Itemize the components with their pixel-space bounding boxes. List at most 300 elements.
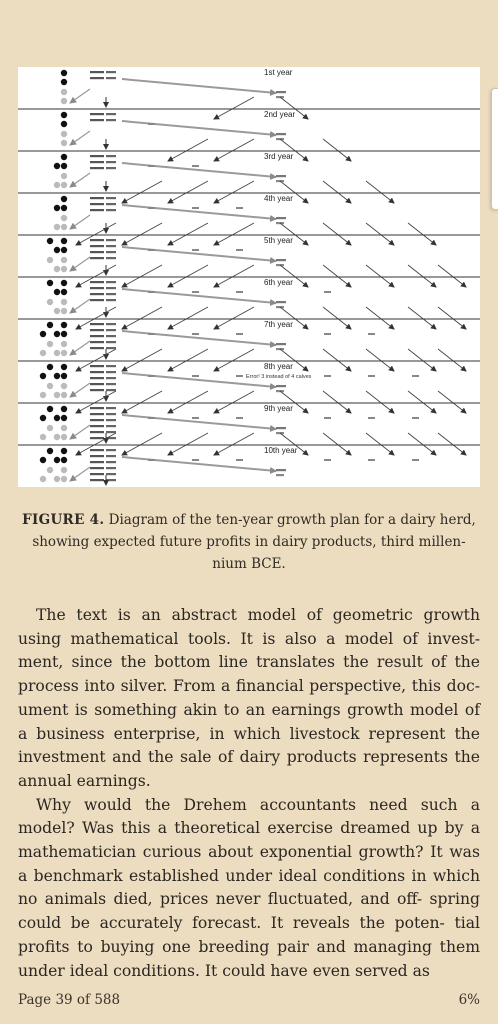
cow-mark (47, 364, 53, 370)
growth-arrow (280, 349, 308, 371)
cuneiform-glyph (90, 251, 104, 253)
cuneiform-glyph (106, 431, 116, 433)
cuneiform-glyph (106, 293, 116, 295)
cuneiform-glyph (148, 249, 155, 251)
cuneiform-glyph (90, 167, 104, 169)
cuneiform-glyph (90, 455, 104, 457)
calf-mark (40, 392, 46, 398)
cow-mark (54, 247, 60, 253)
cuneiform-glyph (90, 413, 104, 415)
cow-mark (54, 457, 60, 463)
cow-mark (61, 79, 67, 85)
cow-mark (61, 163, 67, 169)
cow-mark (54, 331, 60, 337)
growth-arrow (168, 391, 208, 413)
cuneiform-glyph (368, 375, 375, 377)
calf-arrow (70, 89, 90, 103)
cow-mark (40, 457, 46, 463)
cuneiform-glyph (90, 467, 104, 469)
cow-mark (61, 280, 67, 286)
growth-arrow (214, 391, 254, 413)
cuneiform-glyph (324, 459, 331, 461)
cow-mark (40, 415, 46, 421)
cuneiform-glyph (90, 77, 104, 79)
transfer-arrow (122, 79, 276, 93)
calf-mark (61, 434, 67, 440)
cuneiform-glyph (106, 203, 116, 205)
growth-arrow (122, 433, 162, 455)
growth-arrow (168, 349, 208, 371)
cuneiform-glyph (106, 449, 116, 451)
cuneiform-glyph (90, 341, 104, 343)
cuneiform-glyph (106, 473, 116, 475)
calf-mark (54, 392, 60, 398)
growth-arrow (366, 223, 394, 245)
cuneiform-glyph (106, 251, 116, 253)
cow-mark (40, 373, 46, 379)
paragraph: The text is an abstract model of geometric growth using mathematical tools. It is also a model of invest- ment, since the bottom line translates the result of the process into silver. From a financial perspective, this doc- ument is something akin to an earnings growth model of a business enterprise, in which livestock represent the investment and the sale of dairy products represents the annual earnings. (18, 606, 480, 790)
calf-mark (54, 224, 60, 230)
cuneiform-glyph (90, 335, 104, 337)
growth-arrow (214, 307, 254, 329)
cuneiform-glyph (106, 341, 116, 343)
growth-arrow (323, 391, 351, 413)
cow-mark (61, 70, 67, 76)
cuneiform-glyph (90, 71, 104, 73)
cuneiform-glyph (368, 459, 375, 461)
growth-arrow (122, 349, 162, 371)
calf-mark (61, 215, 67, 221)
calf-mark (40, 434, 46, 440)
cuneiform-glyph (106, 323, 116, 325)
calf-mark (61, 392, 67, 398)
cuneiform-glyph (90, 365, 104, 367)
growth-arrow (214, 349, 254, 371)
cuneiform-glyph (106, 479, 116, 481)
growth-arrow (214, 433, 254, 455)
growth-arrow (76, 265, 116, 287)
cow-mark (47, 322, 53, 328)
reading-progress: 6% (458, 992, 480, 1008)
calf-mark (54, 434, 60, 440)
cuneiform-glyph (106, 377, 116, 379)
growth-arrow (280, 433, 308, 455)
growth-arrow (408, 223, 436, 245)
growth-arrow (280, 139, 308, 161)
calf-arrow (70, 299, 90, 313)
cuneiform-glyph (192, 207, 199, 209)
cuneiform-glyph (90, 209, 104, 211)
cuneiform-glyph (106, 389, 116, 391)
cow-mark (40, 331, 46, 337)
cuneiform-glyph (192, 291, 199, 293)
cuneiform-glyph (148, 207, 155, 209)
cuneiform-glyph (106, 281, 116, 283)
calf-arrow (70, 383, 90, 397)
cuneiform-glyph (90, 437, 104, 439)
cuneiform-glyph (106, 155, 116, 157)
cow-mark (61, 289, 67, 295)
cuneiform-glyph (90, 407, 104, 409)
cuneiform-glyph (148, 459, 155, 461)
cuneiform-glyph (368, 333, 375, 335)
growth-arrow (280, 391, 308, 413)
calf-mark (61, 98, 67, 104)
cuneiform-glyph (276, 217, 286, 219)
cow-mark (54, 163, 60, 169)
diagram-svg (18, 67, 480, 487)
growth-arrow (323, 265, 351, 287)
cuneiform-glyph (106, 335, 116, 337)
cuneiform-glyph (276, 91, 286, 93)
cow-mark (61, 364, 67, 370)
year-label: 10th year (264, 446, 298, 455)
cuneiform-glyph (106, 113, 116, 115)
growth-arrow (366, 265, 394, 287)
cuneiform-glyph (90, 299, 104, 301)
calf-mark (61, 266, 67, 272)
cuneiform-glyph (148, 291, 155, 293)
growth-arrow (323, 139, 351, 161)
body-text (18, 604, 480, 983)
growth-arrow (438, 307, 466, 329)
growth-arrow (438, 391, 466, 413)
calf-mark (47, 299, 53, 305)
calf-mark (47, 383, 53, 389)
cuneiform-glyph (106, 167, 116, 169)
calf-mark (47, 257, 53, 263)
cow-mark (54, 289, 60, 295)
year-label: 3rd year (264, 152, 294, 161)
cuneiform-glyph (106, 257, 116, 259)
cuneiform-glyph (106, 197, 116, 199)
cuneiform-glyph (148, 123, 155, 125)
calf-mark (61, 467, 67, 473)
calf-arrow (70, 215, 90, 229)
year-label: 6th year (264, 278, 293, 287)
cow-mark (61, 406, 67, 412)
calf-mark (54, 308, 60, 314)
cuneiform-glyph (192, 333, 199, 335)
calf-mark (61, 257, 67, 263)
cow-mark (61, 121, 67, 127)
growth-arrow (366, 433, 394, 455)
growth-arrow (323, 181, 351, 203)
growth-arrow (438, 265, 466, 287)
growth-arrow (323, 223, 351, 245)
cuneiform-glyph (90, 329, 104, 331)
growth-arrow (76, 391, 116, 413)
calf-mark (61, 350, 67, 356)
growth-arrow (408, 349, 436, 371)
calf-mark (54, 476, 60, 482)
year-label: 1st year (264, 68, 293, 77)
cow-mark (61, 331, 67, 337)
cuneiform-glyph (192, 165, 199, 167)
cow-mark (54, 205, 60, 211)
cuneiform-glyph (106, 77, 116, 79)
calf-arrow (70, 467, 90, 481)
cuneiform-glyph (276, 259, 286, 261)
figure-caption-text: Diagram of the ten-year growth plan for a dairy herd, showing expected future profits in dairy products, third millen- nium BCE. (32, 512, 476, 572)
growth-arrow (323, 349, 351, 371)
growth-arrow (214, 181, 254, 203)
cuneiform-glyph (90, 161, 104, 163)
cow-mark (47, 406, 53, 412)
cuneiform-glyph (148, 333, 155, 335)
growth-arrow (366, 349, 394, 371)
cow-mark (61, 373, 67, 379)
growth-arrow (214, 97, 254, 119)
year-label: 9th year (264, 404, 293, 413)
cuneiform-glyph (236, 459, 243, 461)
growth-arrow (122, 265, 162, 287)
cow-mark (61, 205, 67, 211)
year-label: 8th year (264, 362, 293, 371)
cuneiform-glyph (236, 333, 243, 335)
page-indicator: Page 39 of 588 (18, 992, 121, 1008)
calf-mark (47, 425, 53, 431)
cuneiform-glyph (192, 249, 199, 251)
cuneiform-glyph (90, 419, 104, 421)
growth-arrow (323, 307, 351, 329)
cuneiform-glyph (90, 113, 104, 115)
calf-mark (47, 467, 53, 473)
cow-mark (61, 196, 67, 202)
growth-arrow (168, 139, 208, 161)
cuneiform-glyph (412, 375, 419, 377)
growth-arrow (168, 223, 208, 245)
cow-mark (61, 154, 67, 160)
cuneiform-glyph (106, 365, 116, 367)
calf-arrow (70, 173, 90, 187)
cuneiform-glyph (276, 301, 286, 303)
cuneiform-glyph (106, 329, 116, 331)
cuneiform-glyph (106, 383, 116, 385)
cuneiform-glyph (90, 425, 104, 427)
cuneiform-glyph (90, 461, 104, 463)
cuneiform-glyph (106, 419, 116, 421)
growth-arrow (408, 433, 436, 455)
growth-arrow (76, 223, 116, 245)
cow-mark (54, 415, 60, 421)
growth-arrow (122, 391, 162, 413)
cuneiform-glyph (90, 377, 104, 379)
calf-mark (61, 308, 67, 314)
cuneiform-glyph (106, 299, 116, 301)
cuneiform-glyph (90, 257, 104, 259)
error-note: Error! 3 instead of 4 calves (246, 374, 312, 380)
cuneiform-glyph (106, 119, 116, 121)
cuneiform-glyph (90, 389, 104, 391)
cow-mark (61, 415, 67, 421)
cuneiform-glyph (106, 239, 116, 241)
cuneiform-glyph (106, 425, 116, 427)
cow-mark (61, 448, 67, 454)
cuneiform-glyph (90, 287, 104, 289)
cuneiform-glyph (90, 155, 104, 157)
cuneiform-glyph (276, 427, 286, 429)
growth-arrow (366, 391, 394, 413)
year-label: 7th year (264, 320, 293, 329)
cuneiform-glyph (324, 375, 331, 377)
cow-mark (61, 457, 67, 463)
figure-caption-label: FIGURE 4. (22, 512, 105, 528)
cuneiform-glyph (106, 371, 116, 373)
calf-mark (61, 224, 67, 230)
growth-arrow (280, 307, 308, 329)
cuneiform-glyph (90, 203, 104, 205)
figure-caption (20, 509, 478, 575)
cuneiform-glyph (106, 461, 116, 463)
cuneiform-glyph (276, 469, 286, 471)
growth-arrow (214, 139, 254, 161)
growth-arrow (438, 433, 466, 455)
cuneiform-glyph (90, 383, 104, 385)
cuneiform-glyph (106, 407, 116, 409)
cuneiform-glyph (324, 291, 331, 293)
calf-mark (61, 140, 67, 146)
calf-mark (61, 299, 67, 305)
calf-mark (61, 341, 67, 347)
growth-arrow (366, 307, 394, 329)
cuneiform-glyph (236, 291, 243, 293)
year-label: 4th year (264, 194, 293, 203)
year-label: 2nd year (264, 110, 296, 119)
cuneiform-glyph (90, 197, 104, 199)
cuneiform-glyph (276, 343, 286, 345)
cuneiform-glyph (106, 467, 116, 469)
cuneiform-glyph (90, 479, 104, 481)
cuneiform-glyph (148, 375, 155, 377)
cuneiform-glyph (236, 417, 243, 419)
growth-arrow (438, 349, 466, 371)
growth-arrow (408, 307, 436, 329)
calf-mark (61, 476, 67, 482)
cuneiform-glyph (90, 473, 104, 475)
cuneiform-glyph (192, 417, 199, 419)
cuneiform-glyph (276, 474, 284, 476)
cuneiform-glyph (236, 207, 243, 209)
cow-mark (47, 280, 53, 286)
transfer-arrow (122, 121, 276, 135)
growth-arrow (280, 97, 308, 119)
cuneiform-glyph (90, 431, 104, 433)
growth-arrow (76, 349, 116, 371)
growth-arrow (168, 265, 208, 287)
cow-mark (61, 247, 67, 253)
year-label: 5th year (264, 236, 293, 245)
cuneiform-glyph (106, 161, 116, 163)
cuneiform-glyph (90, 245, 104, 247)
growth-arrow (76, 433, 116, 455)
cuneiform-glyph (106, 287, 116, 289)
growth-arrow (168, 181, 208, 203)
scroll-handle[interactable] (491, 88, 498, 210)
calf-mark (61, 383, 67, 389)
growth-arrow (323, 433, 351, 455)
growth-arrow (366, 181, 394, 203)
cow-mark (54, 373, 60, 379)
calf-mark (61, 89, 67, 95)
cuneiform-glyph (324, 333, 331, 335)
cuneiform-glyph (192, 459, 199, 461)
cuneiform-glyph (90, 293, 104, 295)
cuneiform-glyph (276, 385, 286, 387)
growth-arrow (214, 223, 254, 245)
cuneiform-glyph (276, 133, 286, 135)
cuneiform-glyph (90, 281, 104, 283)
calf-mark (61, 173, 67, 179)
growth-arrow (408, 391, 436, 413)
calf-mark (61, 182, 67, 188)
cuneiform-glyph (106, 347, 116, 349)
cow-mark (47, 448, 53, 454)
cuneiform-glyph (368, 417, 375, 419)
growth-arrow (408, 265, 436, 287)
calf-mark (54, 266, 60, 272)
cuneiform-glyph (106, 413, 116, 415)
calf-mark (40, 476, 46, 482)
cuneiform-glyph (192, 375, 199, 377)
growth-arrow (122, 181, 162, 203)
cuneiform-glyph (90, 371, 104, 373)
growth-arrow (122, 307, 162, 329)
calf-arrow (70, 257, 90, 271)
cow-mark (61, 238, 67, 244)
cuneiform-glyph (236, 249, 243, 251)
calf-mark (61, 131, 67, 137)
cow-mark (61, 322, 67, 328)
cuneiform-glyph (236, 375, 243, 377)
growth-arrow (168, 433, 208, 455)
growth-arrow (214, 265, 254, 287)
cuneiform-glyph (90, 239, 104, 241)
growth-arrow (280, 223, 308, 245)
cuneiform-glyph (106, 245, 116, 247)
cow-mark (47, 238, 53, 244)
cuneiform-glyph (90, 323, 104, 325)
cuneiform-glyph (148, 165, 155, 167)
cow-mark (61, 112, 67, 118)
calf-mark (40, 350, 46, 356)
calf-arrow (70, 425, 90, 439)
calf-arrow (70, 131, 90, 145)
herd-growth-diagram (18, 67, 480, 487)
cuneiform-glyph (90, 347, 104, 349)
cuneiform-glyph (276, 175, 286, 177)
growth-arrow (168, 307, 208, 329)
growth-arrow (280, 181, 308, 203)
cuneiform-glyph (324, 417, 331, 419)
cuneiform-glyph (106, 455, 116, 457)
growth-arrow (280, 265, 308, 287)
growth-arrow (122, 223, 162, 245)
cuneiform-glyph (90, 119, 104, 121)
cuneiform-glyph (412, 459, 419, 461)
calf-mark (54, 350, 60, 356)
growth-arrow (76, 307, 116, 329)
cuneiform-glyph (106, 71, 116, 73)
cuneiform-glyph (412, 417, 419, 419)
calf-mark (54, 182, 60, 188)
calf-mark (47, 341, 53, 347)
paragraph: Why would the Drehem accountants need such a model? Was this a theoretical exercise dreamed up by a mathematician curious about exponential growth? It was a benchmark established under ideal conditions in which no animals died, prices never fluctuated, and off- spring could be accurately forecast. It reveals the poten- tial profits to buying one breeding pair and managing them under ideal conditions. It could have even served as (18, 795, 480, 980)
cuneiform-glyph (148, 417, 155, 419)
calf-arrow (70, 341, 90, 355)
calf-mark (61, 425, 67, 431)
cuneiform-glyph (90, 449, 104, 451)
